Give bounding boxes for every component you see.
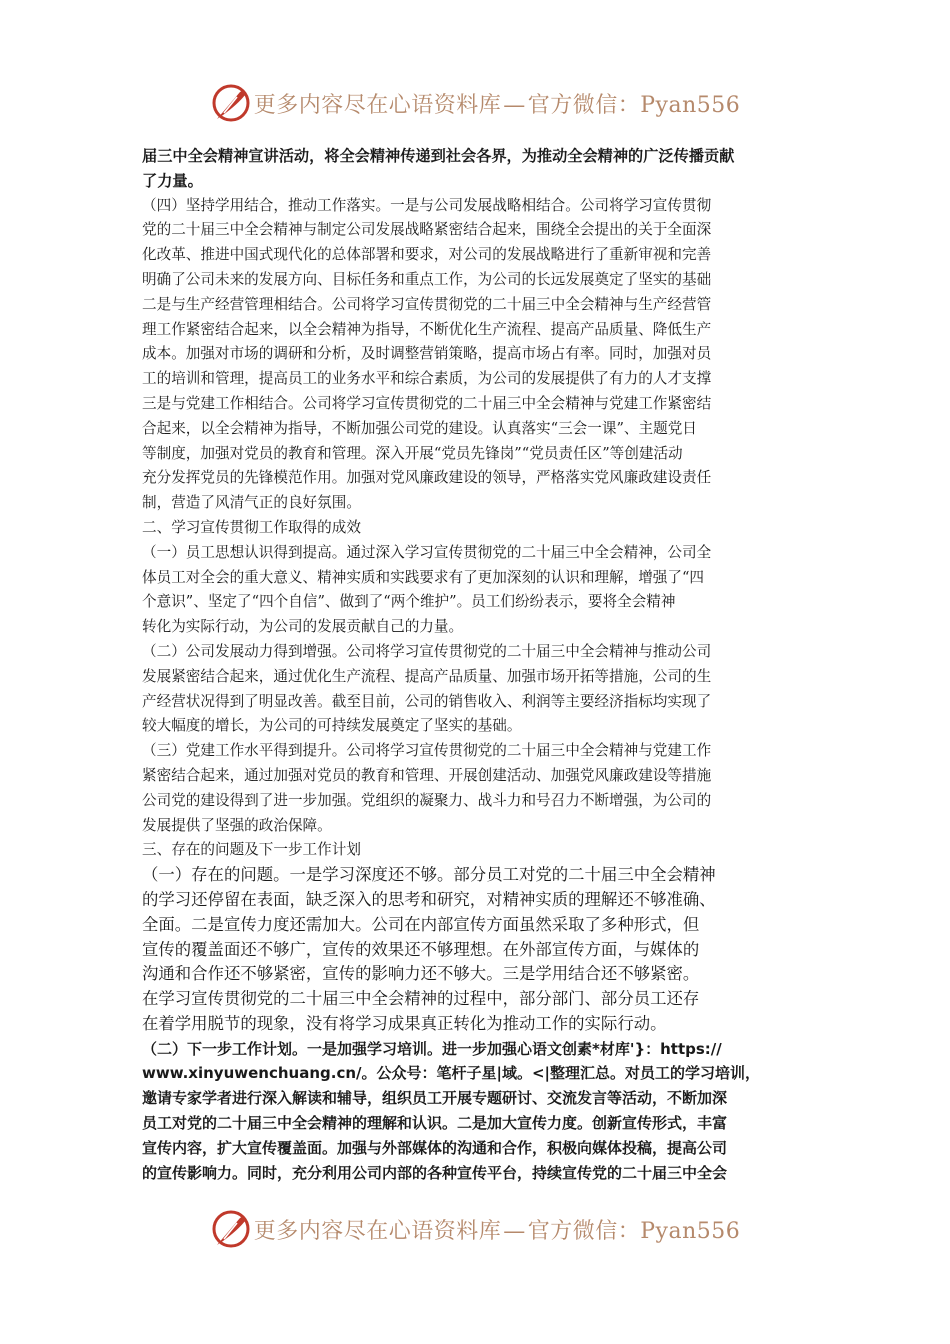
quill-icon: [210, 82, 252, 124]
header-watermark: [0, 78, 950, 128]
text-line: 届三中全会精神宣讲活动，将全会精神传递到社会各界，为推动全会精神的广泛传播贡献: [142, 147, 735, 165]
text-line: 转化为实际行动，为公司的发展贡献自己的力量。: [142, 618, 464, 636]
text-line: 沟通和合作还不够紧密，宣传的影响力还不够大。三是学用结合还不够紧密。: [142, 964, 700, 984]
text-line: 了力量。: [142, 171, 203, 190]
text-line: 发展紧密结合起来，通过优化生产流程、提高产品质量、加强市场开拓等措施，公司的生: [142, 667, 712, 685]
text-line: 成本。加强对市场的调研和分析，及时调整营销策略，提高市场占有率。同时，加强对员: [142, 345, 712, 363]
text-line: （一）存在的问题。一是学习深度还不够。部分员工对党的二十届三中全会精神: [142, 865, 716, 885]
banner-label: 官方微信：: [527, 92, 641, 118]
text-line: （四）坚持学用结合，推动工作落实。一是与公司发展战略相结合。公司将学习宣传贯彻: [142, 196, 712, 214]
quill-icon: [210, 1208, 252, 1250]
text-line: 理工作紧密结合起来，以全会精神为指导，不断优化生产流程、提高产品质量、降低生产: [142, 320, 712, 338]
text-line: 制，营造了风清气正的良好氛围。: [142, 494, 361, 512]
text-line: 体员工对全会的重大意义、精神实质和实践要求有了更加深刻的认识和理解，增强了“四: [142, 568, 705, 586]
banner-separator: —: [503, 1218, 526, 1244]
text-line: 等制度，加强对党员的教育和管理。深入开展“党员先锋岗”“党员责任区”等创建活动: [142, 444, 683, 462]
text-line: 工的培训和管理，提高员工的业务水平和综合素质，为公司的发展提供了有力的人才支撑: [142, 370, 712, 388]
text-line: （一）员工思想认识得到提高。通过深入学习宣传贯彻党的二十届三中全会精神，公司全: [142, 543, 712, 561]
paragraph-block: [142, 144, 812, 194]
paragraph-block: [142, 1037, 812, 1186]
text-line: （二）公司发展动力得到增强。公司将学习宣传贯彻党的二十届三中全会精神与推动公司: [142, 642, 712, 660]
text-line: 化改革、推进中国式现代化的总体部署和要求，对公司的发展战略进行了重新审视和完善: [142, 246, 712, 264]
text-line: 较大幅度的增长，为公司的可持续发展奠定了坚实的基础。: [142, 717, 522, 735]
banner-account: Pyan556: [640, 1218, 741, 1244]
banner-label: 官方微信：: [527, 1218, 641, 1244]
text-line: 合起来，以全会精神为指导，不断加强公司党的建设。认真落实“三会一课”、主题党日: [142, 419, 697, 437]
text-line: 紧密结合起来，通过加强对党员的教育和管理、开展创建活动、加强党风廉政建设等措施: [142, 766, 712, 784]
text-line: 明确了公司未来的发展方向、目标任务和重点工作，为公司的长远发展奠定了坚实的基础: [142, 270, 712, 288]
text-line: 宣传内容，扩大宣传覆盖面。加强与外部媒体的沟通和合作，积极向媒体投稿，提高公司: [142, 1138, 728, 1157]
banner-account: Pyan556: [640, 92, 741, 118]
text-line: 二是与生产经营管理相结合。公司将学习宣传贯彻党的二十届三中全会精神与生产经营管: [142, 295, 712, 313]
text-line: 宣传的覆盖面还不够广，宣传的效果还不够理想。在外部宣传方面，与媒体的: [142, 939, 700, 959]
text-line: 个意识”、坚定了“四个自信”、做到了“两个维护”。员工们纷纷表示，要将全会精神: [142, 593, 676, 611]
text-line: 党的二十届三中全会精神与制定公司发展战略紧密结合起来，围绕全会提出的关于全面深: [142, 221, 712, 239]
footer-watermark: [0, 1204, 950, 1254]
text-line: 发展提供了坚强的政治保障。: [142, 816, 332, 834]
section-heading: 二、学习宣传贯彻工作取得的成效: [142, 518, 361, 536]
text-line: （二）下一步工作计划。一是加强学习培训。进一步加强心语文创素*材库'}：https://: [142, 1039, 722, 1058]
text-line: 的学习还停留在表面，缺乏深入的思考和研究，对精神实质的理解还不够准确、: [142, 889, 716, 909]
text-line: 充分发挥党员的先锋模范作用。加强对党风廉政建设的领导，严格落实党风廉政建设责任: [142, 469, 712, 487]
paragraph-block: [142, 194, 812, 864]
paragraph-block: [142, 863, 812, 1037]
text-line: 公司党的建设得到了进一步加强。党组织的凝聚力、战斗力和号召力不断增强，为公司的: [142, 791, 712, 809]
document-body: [142, 144, 812, 1185]
text-line: （三）党建工作水平得到提升。公司将学习宣传贯彻党的二十届三中全会精神与党建工作: [142, 742, 712, 760]
banner-brand: 更多内容尽在心语资料库: [253, 1218, 502, 1244]
text-line: 全面。二是宣传力度还需加大。公司在内部宣传方面虽然采取了多种形式，但: [142, 914, 700, 934]
text-line: 的宣传影响力。同时，充分利用公司内部的各种宣传平台，持续宣传党的二十届三中全会: [142, 1163, 728, 1182]
text-line: 在学习宣传贯彻党的二十届三中全会精神的过程中，部分部门、部分员工还存: [142, 989, 700, 1009]
banner-brand: 更多内容尽在心语资料库: [253, 92, 502, 118]
text-line: 员工对党的二十届三中全会精神的理解和认识。二是加大宣传力度。创新宣传形式，丰富: [142, 1114, 728, 1133]
text-line: 邀请专家学者进行深入解读和辅导，组织员工开展专题研讨、交流发言等活动，不断加深: [142, 1089, 728, 1108]
text-line: www.xinyuwenchuang.cn/。公众号：笔杆子星|域。<|整理汇总。对员工的学习培训，: [142, 1064, 761, 1083]
text-line: 在着学用脱节的现象，没有将学习成果真正转化为推动工作的实际行动。: [142, 1013, 667, 1033]
section-heading: 三、存在的问题及下一步工作计划: [142, 841, 361, 859]
banner-separator: —: [503, 92, 526, 118]
text-line: 三是与党建工作相结合。公司将学习宣传贯彻党的二十届三中全会精神与党建工作紧密结: [142, 394, 712, 412]
text-line: 产经营状况得到了明显改善。截至目前，公司的销售收入、利润等主要经济指标均实现了: [142, 692, 712, 710]
